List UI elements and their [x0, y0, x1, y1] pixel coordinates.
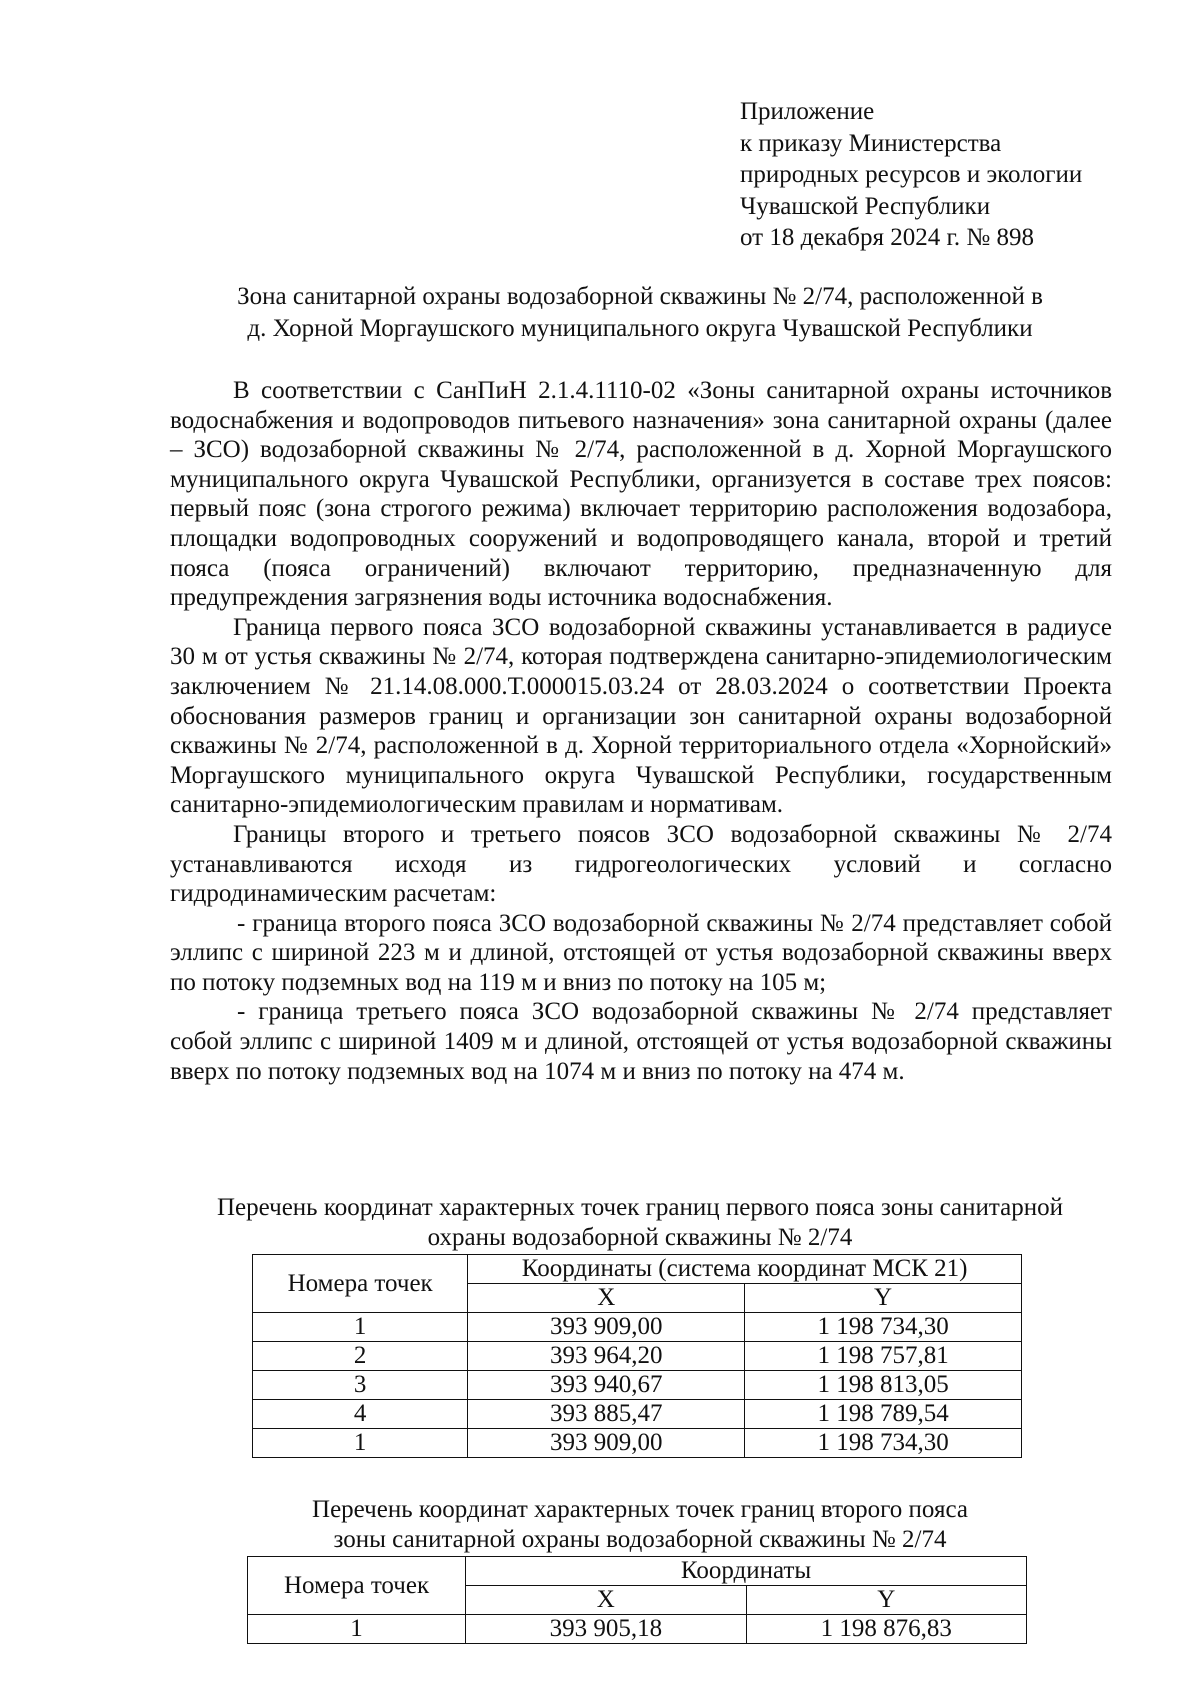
coord-x: 393 909,00 [468, 1313, 745, 1342]
paragraph: В соответствии с СанПиН 2.1.4.1110-02 «Зоны санитарной охраны источников водоснабжения и водопроводов питьевого назначения» зона санитарной охраны (далее – ЗСО) водозаборной скважины № 2/74, расположенной в д. Хорной Моргаушского муниципального округа Чувашской Республики, организуется в составе трех поясов: первый пояс (зона строгого режима) включает территорию расположения водозабора, площадки водопроводных сооружений и водопроводящего канала, второй и третий пояса (пояса ограничений) включают территорию, предназначенную для предупреждения загрязнения воды источника водоснабжения. [170, 377, 1112, 612]
coord-x: 393 940,67 [468, 1371, 745, 1400]
point-number: 1 [253, 1429, 468, 1458]
coord-y: 1 198 813,05 [745, 1371, 1022, 1400]
table2-caption [160, 1495, 1120, 1554]
point-number: 3 [253, 1371, 468, 1400]
coord-y: 1 198 734,30 [745, 1313, 1022, 1342]
coord-y: 1 198 876,83 [746, 1615, 1026, 1644]
coord-y: 1 198 789,54 [745, 1400, 1022, 1429]
document-title [160, 281, 1120, 344]
appendix-line: к приказу Министерства [740, 129, 1002, 157]
table1-caption-line-1: Перечень координат характерных точек границ первого пояса зоны санитарной [217, 1194, 1063, 1221]
body-text [170, 376, 1112, 1086]
coord-x: 393 905,18 [466, 1615, 746, 1644]
title-line-2: д. Хорной Моргаушского муниципального округа Чувашской Республики [247, 314, 1033, 342]
table2-header-coords: Координаты [466, 1557, 1027, 1586]
appendix-line: от 18 декабря 2024 г. № 898 [740, 224, 1035, 251]
point-number: 2 [253, 1342, 468, 1371]
table-row [248, 1615, 1027, 1644]
coord-y: 1 198 734,30 [745, 1429, 1022, 1458]
appendix-line: Приложение [740, 98, 875, 125]
table2-coordinates [247, 1556, 1027, 1644]
coord-y: 1 198 757,81 [745, 1342, 1022, 1371]
table-row [253, 1429, 1022, 1458]
table1-header-coords: Координаты (система координат МСК 21) [468, 1255, 1022, 1284]
table-row [253, 1371, 1022, 1400]
table2-caption-line-2: зоны санитарной охраны водозаборной скважины № 2/74 [333, 1525, 947, 1553]
table1-header-x: X [468, 1284, 745, 1313]
table1-caption-line-2: охраны водозаборной скважины № 2/74 [427, 1223, 853, 1251]
table-row [253, 1400, 1022, 1429]
table1-caption [160, 1193, 1120, 1252]
point-number: 4 [253, 1400, 468, 1429]
table1-coordinates [252, 1254, 1022, 1458]
coord-x: 393 909,00 [468, 1429, 745, 1458]
table-row [253, 1313, 1022, 1342]
title-line-1: Зона санитарной охраны водозаборной скважины № 2/74, расположенной в [237, 283, 1043, 310]
appendix-line: природных ресурсов и экологии [740, 161, 1083, 188]
point-number: 1 [248, 1615, 466, 1644]
coord-x: 393 885,47 [468, 1400, 745, 1429]
point-number: 1 [253, 1313, 468, 1342]
coord-x: 393 964,20 [468, 1342, 745, 1371]
table1-header-y: Y [745, 1284, 1022, 1313]
table2-header-x: X [466, 1586, 746, 1615]
table2-header-y: Y [746, 1586, 1026, 1615]
table-row [253, 1342, 1022, 1371]
table1-header-points: Номера точек [253, 1255, 468, 1313]
paragraph: Граница первого пояса ЗСО водозаборной скважины устанавливается в радиусе 30 м от устья скважины № 2/74, которая подтверждена санитарно-эпидемиологическим заключением № 21.14.08.000.Т.000015.03.24 от 28.03.2024 о соответствии Проекта обоснования размеров границ и организации зон санитарной охраны водозаборной скважины № 2/74, расположенной в д. Хорной территориального отдела «Хорнойский» Моргаушского муниципального округа Чувашской Республики, государственным санитарно-эпидемиологическим правилам и нормативам. [170, 613, 1112, 819]
appendix-block [740, 96, 1082, 254]
table2-header-points: Номера точек [248, 1557, 466, 1615]
paragraph: Границы второго и третьего поясов ЗСО водозаборной скважины № 2/74 устанавливаются исходя из гидрогеологических условий и согласно гидродинамическим расчетам: [170, 820, 1112, 908]
appendix-line: Чувашской Республики [740, 192, 991, 220]
table2-caption-line-1: Перечень координат характерных точек границ второго пояса [312, 1496, 968, 1523]
list-paragraph: - граница второго пояса ЗСО водозаборной скважины № 2/74 представляет собой эллипс с шириной 223 м и длиной, отстоящей от устья водозаборной скважины вверх по потоку подземных вод на 119 м и вниз по потоку на 105 м; [170, 909, 1112, 996]
list-paragraph: - граница третьего пояса ЗСО водозаборной скважины № 2/74 представляет собой эллипс с шириной 1409 м и длиной, отстоящей от устья водозаборной скважины вверх по потоку подземных вод на 1074 м и вниз по потоку на 474 м. [170, 998, 1112, 1085]
